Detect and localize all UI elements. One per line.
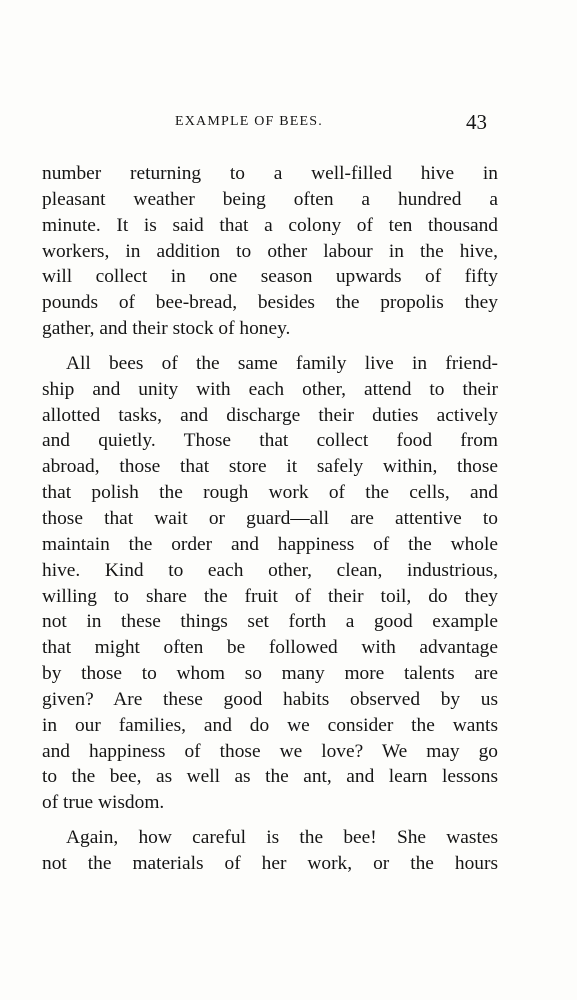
text-line: will collect in one season upwards of fifty xyxy=(42,266,498,288)
text-line: and quietly. Those that collect food from xyxy=(42,430,498,452)
body-text xyxy=(42,161,498,877)
text-line: ship and unity with each other, attend to their xyxy=(42,378,498,400)
text-line: workers, in addition to other labour in the hive, xyxy=(42,240,498,262)
text-line: not in these things set forth a good example xyxy=(42,611,498,633)
text-line: that polish the rough work of the cells, and xyxy=(42,482,498,504)
text-line: pounds of bee-bread, besides the propolis they xyxy=(42,292,498,314)
text-line: abroad, those that store it safely within, those xyxy=(42,456,498,478)
text-line: minute. It is said that a colony of ten thousand xyxy=(42,214,498,236)
text-line: number returning to a well-filled hive in xyxy=(42,163,498,184)
text-line: pleasant weather being often a hundred a xyxy=(42,188,498,210)
text-line: given? Are these good habits observed by us xyxy=(42,688,498,710)
text-line: that might often be followed with advantage xyxy=(42,637,498,659)
text-line: to the bee, as well as the ant, and learn lessons xyxy=(42,766,498,788)
running-head: EXAMPLE OF BEES. xyxy=(175,114,323,129)
paragraph-gap xyxy=(42,816,498,825)
text-line: and happiness of those we love? We may go xyxy=(42,740,498,762)
text-line: in our families, and do we consider the wants xyxy=(42,714,498,736)
text-line: of true wisdom. xyxy=(42,792,165,814)
text-line: by those to whom so many more talents are xyxy=(42,663,498,685)
text-line: allotted tasks, and discharge their duties actively xyxy=(42,404,498,426)
text-line: hive. Kind to each other, clean, industrious, xyxy=(42,559,498,581)
paragraph-gap xyxy=(42,342,498,351)
text-line: All bees of the same family live in friend- xyxy=(66,352,498,374)
text-line: those that wait or guard—all are attentive to xyxy=(42,507,498,529)
text-line: gather, and their stock of honey. xyxy=(42,318,291,340)
text-line: willing to share the fruit of their toil, do they xyxy=(42,585,498,607)
page-number: 43 xyxy=(466,110,487,134)
text-line: Again, how careful is the bee! She wastes xyxy=(66,827,498,849)
text-line: maintain the order and happiness of the whole xyxy=(42,533,498,555)
text-line: not the materials of her work, or the hours xyxy=(42,852,498,874)
